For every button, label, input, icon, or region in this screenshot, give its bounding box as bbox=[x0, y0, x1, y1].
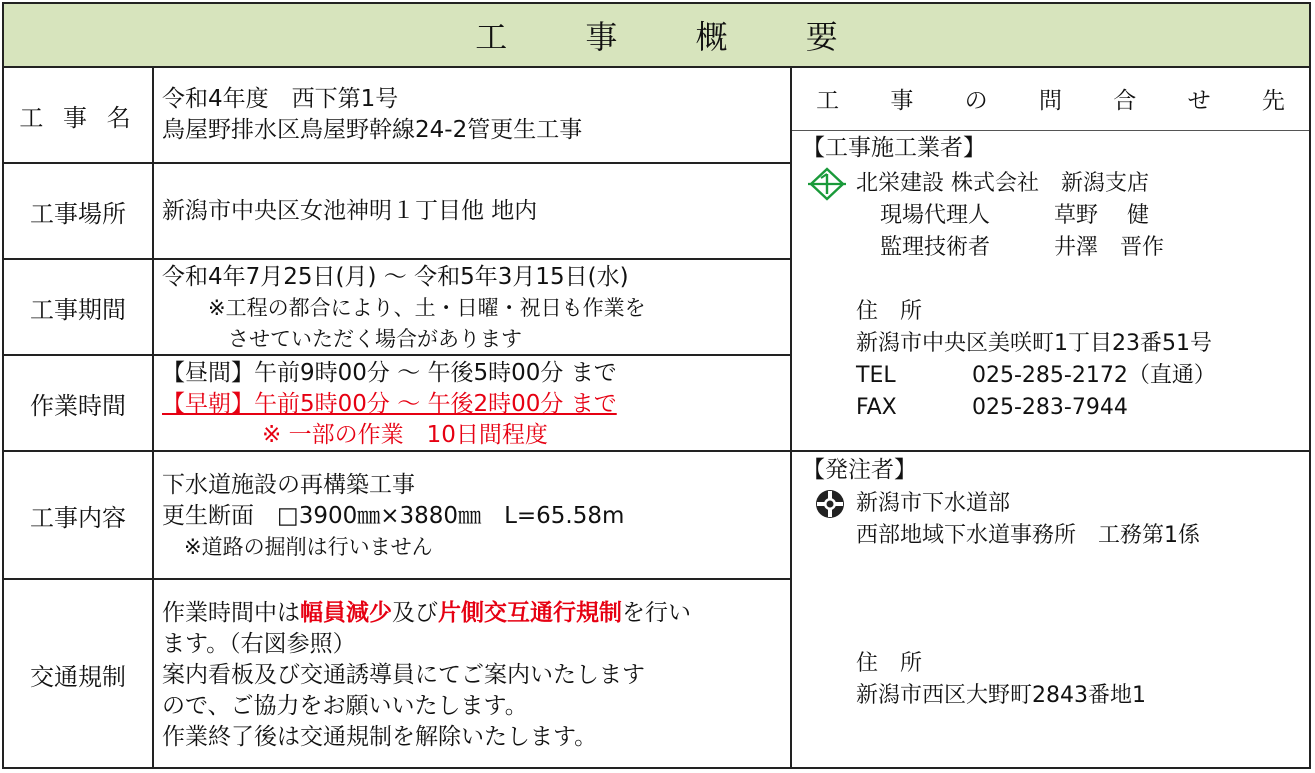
row-label-content: 工事内容 bbox=[30, 503, 126, 532]
content-note: ※道路の掘削は行いません bbox=[184, 535, 433, 559]
project-period bbox=[154, 262, 790, 355]
client-address: 新潟市西区大野町2843番地1 bbox=[856, 683, 1146, 708]
client-office: 西部地域下水道事務所 工務第1係 bbox=[856, 523, 1200, 548]
row-label-work-hours: 作業時間 bbox=[30, 391, 126, 420]
early-morning-note: ※ 一部の作業 10日間程度 bbox=[262, 422, 548, 448]
contractor-section-label: 【工事施工業者】 bbox=[802, 135, 986, 161]
content-line-1: 下水道施設の再構築工事 bbox=[162, 472, 415, 498]
work-hours bbox=[154, 358, 790, 451]
project-content bbox=[154, 470, 790, 563]
content-line-2: 更生断面 □3900㎜×3880㎜ L=65.58m bbox=[162, 503, 625, 529]
divider bbox=[790, 68, 792, 769]
period-note-2: させていただく場合があります bbox=[228, 327, 522, 351]
project-location bbox=[154, 196, 790, 227]
project-name bbox=[154, 84, 790, 146]
traffic-text: を行い bbox=[622, 600, 691, 626]
row-label-period: 工事期間 bbox=[30, 295, 126, 324]
contractor-logo-icon bbox=[808, 166, 846, 202]
traffic-line-5: 作業終了後は交通規制を解除いたします。 bbox=[162, 724, 598, 750]
traffic-line-2: ます。（右図参照） bbox=[162, 631, 356, 657]
divider bbox=[792, 130, 1309, 131]
location-text: 新潟市中央区女池神明１丁目他 地内 bbox=[162, 198, 538, 224]
page-title: 工 事 概 要 bbox=[4, 4, 1309, 68]
row-label-project-name: 工 事 名 bbox=[19, 103, 137, 132]
daytime-hours: 【昼間】午前9時00分 ～ 午後5時00分 まで bbox=[162, 360, 617, 386]
engineer-role: 監理技術者 bbox=[880, 235, 991, 260]
client-address-label: 住 所 bbox=[856, 651, 923, 676]
contractor-address: 新潟市中央区美咲町1丁目23番51号 bbox=[856, 331, 1212, 356]
contractor-company: 北栄建設 株式会社 新潟支店 bbox=[856, 171, 1149, 196]
row-label-traffic: 交通規制 bbox=[30, 663, 126, 691]
construction-overview-board bbox=[2, 2, 1311, 769]
project-year: 令和4年度 西下第1号 bbox=[162, 86, 399, 112]
tel-number: 025-285-2172（直通） bbox=[972, 363, 1216, 388]
row-label-location: 工事場所 bbox=[30, 199, 126, 228]
engineer-name: 井澤 晋作 bbox=[1054, 235, 1165, 260]
traffic-text: 及び bbox=[392, 600, 438, 626]
traffic-highlight: 片側交互通行規制 bbox=[438, 600, 622, 626]
tel-label: TEL bbox=[856, 363, 896, 388]
traffic-highlight: 幅員減少 bbox=[300, 600, 392, 626]
traffic-control bbox=[154, 598, 790, 753]
fax-number: 025-283-7944 bbox=[972, 395, 1128, 420]
period-note-1: ※工程の都合により、土・日曜・祝日も作業を bbox=[208, 296, 646, 320]
traffic-line-3: 案内看板及び交通誘導員にてご案内いたします bbox=[162, 662, 645, 688]
early-morning-hours: 【早朝】午前5時00分 ～ 午後2時00分 まで bbox=[162, 391, 617, 417]
project-title: 鳥屋野排水区鳥屋野幹線24-2管更生工事 bbox=[162, 117, 583, 143]
client-section-label: 【発注者】 bbox=[802, 457, 917, 483]
period-dates: 令和4年7月25日(月) ～ 令和5年3月15日(水) bbox=[162, 264, 629, 290]
agent-role: 現場代理人 bbox=[880, 203, 991, 228]
traffic-line-1 bbox=[162, 598, 790, 629]
traffic-line-4: ので、ご協力をお願いいたします。 bbox=[162, 693, 528, 719]
agent-name: 草野 健 bbox=[1054, 203, 1149, 228]
fax-label: FAX bbox=[856, 395, 897, 420]
contractor-address-label: 住 所 bbox=[856, 299, 923, 324]
contact-heading: 工 事 の 問 合 せ 先 bbox=[816, 87, 1307, 114]
city-emblem-icon bbox=[814, 488, 846, 520]
traffic-text: 作業時間中は bbox=[162, 600, 300, 626]
client-org: 新潟市下水道部 bbox=[856, 491, 1011, 516]
